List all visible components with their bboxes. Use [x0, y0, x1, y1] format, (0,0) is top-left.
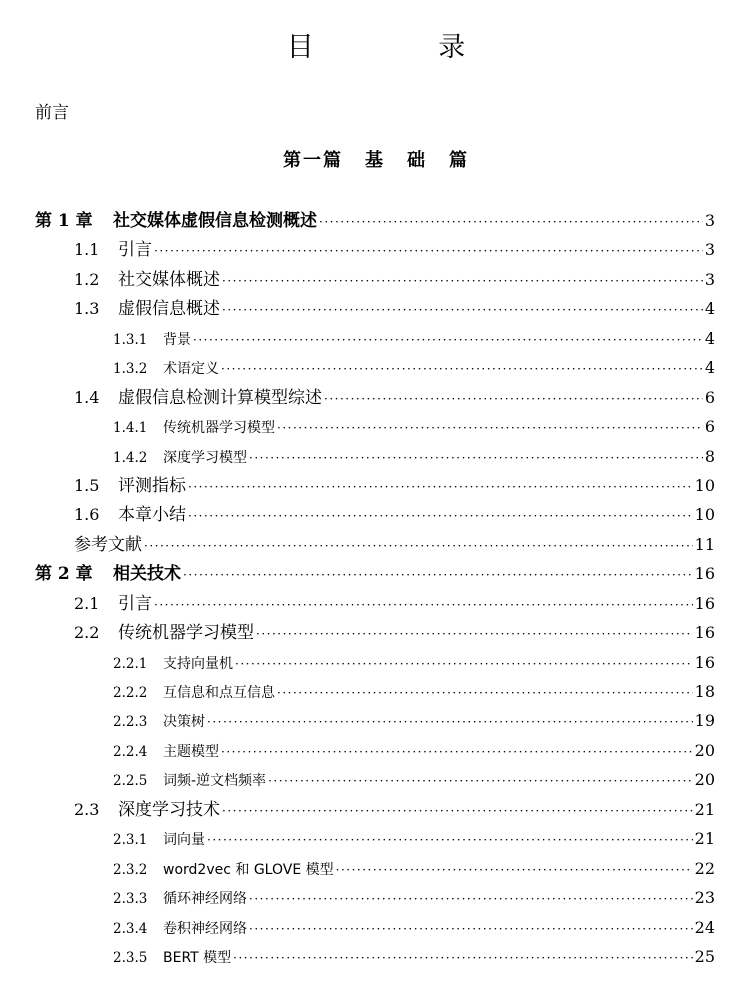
toc-entry-1-4-2[interactable] [0, 442, 752, 471]
entry-title: BERT 模型 [163, 949, 232, 966]
entry-title: 引言 [118, 593, 152, 614]
toc-entry-2-3-1[interactable] [0, 824, 752, 853]
entry-number: 1.3.1 [113, 331, 148, 348]
entry-title: 互信息和点互信息 [163, 685, 275, 701]
entry-number: 2.2.2 [113, 685, 148, 701]
toc-entry-2-2-4[interactable] [0, 736, 752, 765]
toc-entry-1-4[interactable] [0, 383, 752, 412]
entry-number: 1.4.1 [113, 420, 148, 437]
leader-dots [249, 885, 693, 914]
entry-title: 评测指标 [118, 475, 186, 496]
leader-dots [277, 414, 703, 443]
entry-page: 18 [694, 682, 715, 701]
entry-number: 1.4.2 [113, 449, 148, 466]
entry-page: 20 [694, 770, 715, 790]
entry-number: 2.3.4 [113, 920, 148, 937]
entry-title: 传统机器学习模型 [118, 623, 254, 644]
toc-entry-1-6[interactable] [0, 500, 752, 529]
leader-dots [144, 532, 693, 561]
toc-entry-chapter-1[interactable] [0, 206, 752, 235]
leader-dots [183, 561, 693, 590]
entry-number: 1.1 [74, 240, 100, 260]
entry-title: 决策树 [163, 714, 205, 731]
entry-page: 3 [704, 269, 715, 289]
entry-number: 1.3.2 [113, 361, 148, 378]
entry-number: 1.4 [74, 387, 100, 407]
toc-entry-2-3-2[interactable] [0, 854, 752, 883]
leader-dots [188, 502, 693, 531]
leader-dots [222, 267, 703, 296]
entry-title: 词频-逆文档频率 [163, 773, 267, 790]
entry-title: 虚假信息检测计算模型综述 [118, 387, 322, 408]
entry-number: 2.2 [74, 623, 100, 643]
toc-entry-1-3[interactable] [0, 294, 752, 323]
entry-page: 22 [694, 858, 715, 878]
toc-entry-1-3-2[interactable] [0, 353, 752, 382]
entry-page: 4 [704, 328, 715, 348]
entry-title: 词向量 [163, 832, 205, 849]
leader-dots [319, 208, 703, 237]
toc-list [0, 206, 752, 971]
entry-page: 21 [694, 799, 715, 819]
entry-page: 16 [694, 623, 715, 643]
toc-entry-2-1[interactable] [0, 589, 752, 618]
entry-page: 3 [704, 240, 715, 260]
toc-entry-2-3-3[interactable] [0, 883, 752, 912]
entry-number: 1.6 [74, 505, 100, 525]
entry-title: 本章小结 [118, 505, 186, 526]
entry-title: 参考文献 [74, 534, 142, 555]
entry-page: 21 [694, 829, 715, 849]
entry-page: 6 [704, 387, 715, 407]
leader-dots [221, 738, 693, 767]
toc-entry-references[interactable] [0, 530, 752, 559]
entry-number: 2.3.2 [113, 861, 148, 878]
entry-title: 深度学习技术 [118, 799, 220, 820]
part-title [0, 149, 752, 173]
toc-entry-1-3-1[interactable] [0, 324, 752, 353]
entry-title: 术语定义 [163, 361, 219, 378]
entry-page: 10 [694, 475, 715, 495]
toc-entry-2-3-4[interactable] [0, 913, 752, 942]
entry-title: 社交媒体虚假信息检测概述 [113, 211, 317, 231]
leader-dots [235, 650, 693, 679]
entry-page: 11 [694, 534, 715, 554]
leader-dots [249, 444, 703, 473]
part-title-char-1: 基 [365, 150, 385, 171]
leader-dots [336, 856, 693, 885]
entry-number: 1.3 [74, 299, 100, 319]
entry-title: 卷积神经网络 [163, 920, 247, 937]
entry-page: 4 [704, 299, 715, 319]
toc-entry-1-2[interactable] [0, 265, 752, 294]
toc-entry-2-2[interactable] [0, 618, 752, 647]
entry-number: 2.1 [74, 593, 100, 613]
entry-page: 24 [694, 917, 715, 937]
entry-number: 1.2 [74, 269, 100, 289]
toc-entry-1-5[interactable] [0, 471, 752, 500]
part-title-char-2: 础 [407, 150, 427, 171]
toc-entry-2-2-5[interactable] [0, 765, 752, 794]
entry-number: 第 1 章 [35, 211, 93, 231]
toc-entry-2-2-1[interactable] [0, 648, 752, 677]
leader-dots [207, 708, 693, 737]
entry-title: 虚假信息概述 [118, 299, 220, 320]
entry-title: 引言 [118, 240, 152, 261]
entry-page: 23 [694, 888, 715, 908]
page-title: 目 录 [286, 32, 524, 63]
leader-dots [249, 915, 693, 944]
entry-number: 2.2.3 [113, 714, 148, 731]
entry-number: 2.3.3 [113, 891, 148, 908]
entry-title: 支持向量机 [163, 655, 233, 672]
leader-dots [221, 355, 703, 384]
leader-dots [188, 473, 693, 502]
entry-page: 4 [704, 358, 715, 378]
entry-title: 循环神经网络 [163, 891, 247, 908]
leader-dots [222, 797, 693, 826]
entry-page: 6 [704, 417, 715, 437]
entry-title: 社交媒体概述 [118, 269, 220, 290]
entry-number: 第 2 章 [35, 564, 93, 585]
leader-dots [207, 826, 693, 855]
entry-page: 10 [694, 505, 715, 525]
entry-title: 深度学习模型 [163, 449, 247, 466]
entry-page: 19 [694, 711, 715, 731]
entry-title: 背景 [163, 331, 191, 348]
entry-number: 2.3.5 [113, 949, 148, 966]
leader-dots [268, 767, 693, 796]
entry-number: 2.3.1 [113, 832, 148, 849]
entry-page: 16 [694, 564, 715, 584]
toc-entry-2-3[interactable] [0, 795, 752, 824]
entry-page: 16 [694, 652, 715, 672]
leader-dots [324, 385, 703, 414]
part-title-number: 第一篇 [283, 150, 343, 171]
toc-entry-1-1[interactable] [0, 235, 752, 264]
entry-number: 2.2.1 [113, 655, 148, 672]
leader-dots [256, 620, 693, 649]
entry-number: 2.3 [74, 799, 100, 819]
leader-dots [233, 944, 692, 973]
toc-entry-2-2-3[interactable] [0, 706, 752, 735]
leader-dots [154, 591, 693, 620]
toc-entry-2-3-5[interactable] [0, 942, 752, 971]
entry-title: 主题模型 [163, 743, 219, 760]
leader-dots [154, 237, 703, 266]
toc-entry-1-4-1[interactable] [0, 412, 752, 441]
toc-entry-chapter-2[interactable] [0, 559, 752, 588]
entry-title: word2vec 和 GLOVE 模型 [163, 861, 334, 878]
leader-dots [222, 296, 703, 325]
entry-number: 2.2.5 [113, 773, 148, 790]
part-title-char-3: 篇 [449, 150, 469, 171]
entry-title: 相关技术 [113, 564, 181, 585]
toc-entry-2-2-2[interactable] [0, 677, 752, 706]
entry-title: 传统机器学习模型 [163, 420, 275, 437]
leader-dots [277, 679, 693, 708]
entry-page: 25 [694, 946, 715, 966]
preface-entry[interactable]: 前言 [35, 103, 69, 123]
entry-page: 3 [704, 211, 715, 230]
leader-dots [193, 326, 703, 355]
entry-number: 2.2.4 [113, 743, 148, 760]
entry-page: 16 [694, 593, 715, 613]
entry-number: 1.5 [74, 475, 100, 495]
entry-page: 8 [704, 446, 715, 466]
entry-page: 20 [694, 740, 715, 760]
